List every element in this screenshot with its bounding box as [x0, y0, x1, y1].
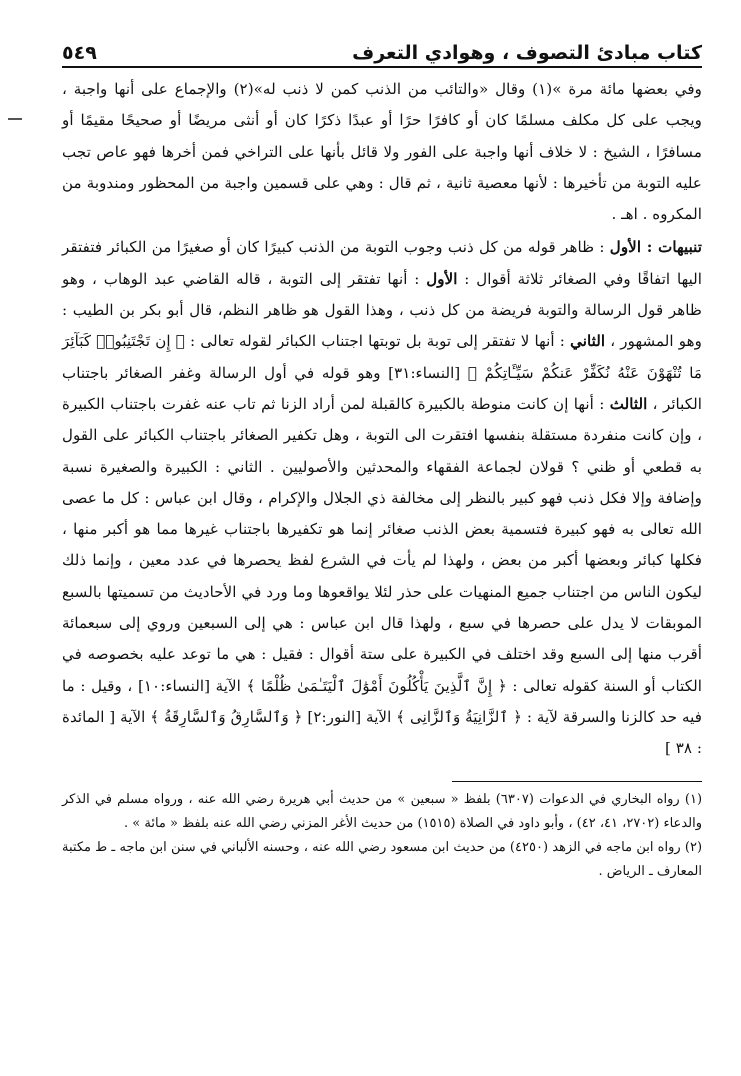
text-segment: : أنها تفتقر إلى التوبة ، قاله القاضي عبد الوهاب ، وهو ظاهر قول الرسالة والتوبة فريضة من كل ذنب ، وهذا القول هو ظاهر النظم، قال أبو بكر بن الطيب : وهو المشهور ،: [62, 269, 702, 351]
running-header: [62, 30, 702, 68]
paragraph-2: [62, 232, 702, 764]
footnotes: [62, 788, 702, 884]
book-title: كتاب مبادئ التصوف ، وهوادي التعرف: [352, 42, 702, 64]
point-first: الأول: [426, 269, 458, 288]
page-number: ٥٤٩: [62, 42, 97, 64]
main-text: [62, 74, 702, 765]
point-third: الثالث: [609, 394, 648, 413]
footnote-1: (١) رواه البخاري في الدعوات (٦٣٠٧) بلفظ « سبعين » من حديث أبي هريرة رضي الله عنه ، ورواه مسلم في الذكر والدعاء (٢٧٠٢، ٤١، ٤٢) ، وأبو داود في الصلاة (١٥١٥) من حديث الأغر المزني رضي الله عنه بلفظ « مائة » .: [62, 791, 703, 831]
footnote-2: (٢) رواه ابن ماجه في الزهد (٤٢٥٠) من حديث ابن مسعود رضي الله عنه ، وحسنه الألباني في سنن ابن ماجه ـ ط مكتبة المعارف ـ الرياض .: [62, 839, 703, 879]
margin-mark: [8, 118, 22, 120]
text-segment: : أنها إن كانت منوطة بالكبيرة كالقبلة لمن أراد الزنا ثم تاب عنه غفرت باجتناب الكبيرة ، وإن كانت منفردة مستقلة بنفسها افتقرت الى التوبة ، وهل تكفير الصغائر باجتناب الكبائر على القول به قطعي أو ظني ؟ قولان لجماعة الفقهاء والمحدثين والأصوليين . الثاني : الكبيرة والصغيرة نسبة وإضافة وإلا فكل ذنب فهو كبير بالنظر إلى مخالفة ذي الجلال والإكرام ، وقال ابن عباس : كل ما عصى الله تعالى به فهو كبيرة فتسمية بعض الذنب صغائر إنما هو تكفيرها باجتناب غيرها مما هو أكبر منها ، فكلها كبائر وبعضها أكبر من بعض ، ولهذا لم يأت في الشرع لفظ يحصرها في عدد معين ، وإنما ذلك ليكون الناس من اجتناب جميع المنهيات على حذر لئلا يواقعوها وما ورد في الأحاديث من تسميتها بالسبع الموبقات لا يدل على حصرها في سبع ، ولهذا قال ابن عباس : هي إلى السبعين وروي إلى سبعمائة أقرب منها إلى السبع وقد اختلف في الكبيرة على ستة أقوال : فقيل : هي ما توعد عليه بخصوصه في الكتاب أو السنة كقوله تعالى : ﴿ إِنَّ ٱلَّذِينَ يَأْكُلُونَ أَمْوَٰلَ ٱلْيَتَـٰمَىٰ ظُلْمًا ﴾ الآية [النساء:١٠] ، وقيل : ما فيه حد كالزنا والسرقة لآية : ﴿ ٱلزَّانِيَةُ وَٱلزَّانِى ﴾ الآية [النور:٢] ﴿ وَٱلسَّارِقُ وَٱلسَّارِقَةُ ﴾ الآية [ المائدة : ٣٨ ]: [62, 394, 702, 758]
footnote-divider: [452, 781, 702, 782]
book-page: [62, 30, 702, 1050]
text-segment: : أنها لا تفتقر إلى توبة بل توبتها اجتناب الكبائر لقوله تعالى : ﴿ إِن تَجْتَنِبُوا۟ كَبَآئِرَ مَا تُنْهَوْنَ عَنْهُ نُكَفِّرْ عَنكُمْ سَيِّـَٔاتِكُمْ ﴾ [النساء:٣١] وهو قوله في أول الرسالة وغفر الصغائر باجتناب الكبائر ،: [62, 332, 702, 413]
text-segment: : ظاهر قوله من كل ذنب وجوب التوبة من الذنب كبيرًا كان أو صغيرًا من الكبائر فتفتقر اليها اتفاقًا وفي الصغائر ثلاثة أقوال :: [62, 238, 703, 288]
notes-heading: تنبيهات : الأول: [609, 238, 702, 257]
paragraph-1: وفي بعضها مائة مرة »(١) وقال «والتائب من الذنب كمن لا ذنب له»(٢) والإجماع على أنها واجبة ، ويجب على كل مكلف مسلمًا كان أو كافرًا حرًا أو عبدًا ذكرًا كان أو أنثى مريضًا أو صحيحًا مقيمًا أو مسافرًا ، الشيخ : لا خلاف أنها واجبة على الفور ولا قائل بأنها على التراخي فمن أخرها فهو عاص تجب عليه التوبة من تأخيرها : لأنها معصية ثانية ، ثم قال : وهي على قسمين واجبة من المحظور ومندوبة من المكروه . اهـ .: [62, 80, 703, 224]
point-second: الثاني: [570, 332, 606, 351]
